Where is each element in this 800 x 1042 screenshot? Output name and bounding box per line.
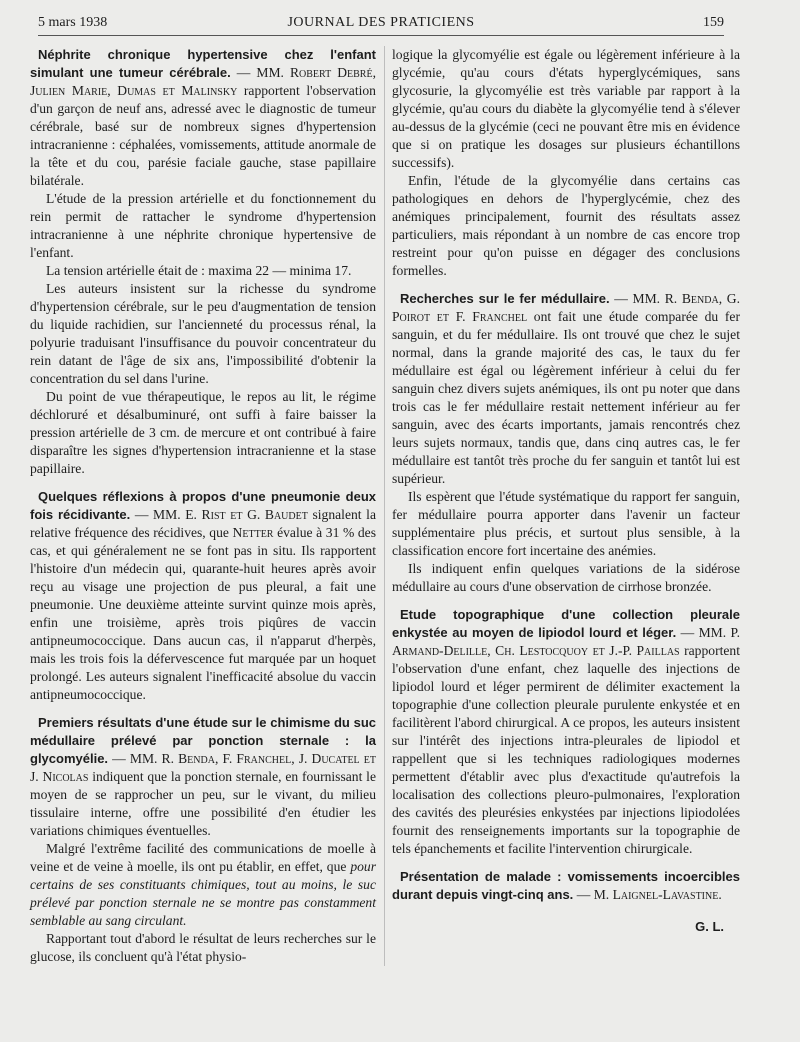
left-column [30, 46, 376, 966]
article-title: Etude topographique d'une collection pleurale enkystée au moyen de lipiodol lourd et léger. [392, 607, 740, 640]
paragraph [30, 840, 376, 930]
article-presentation-malade [392, 868, 740, 904]
paragraph-text: Malgré l'extrême facilité des communications de moelle à veine et de veine à moelle, ils ont pu établir, en effet, que [30, 841, 376, 874]
author-name: Netter [232, 525, 274, 540]
article-text: rapportent l'observation d'une enfant, chez laquelle des injections de lipiodol lourd et léger permirent de délimiter exactement la topographie d'une collection pleurale purulente enkystée et en facilitèrent l'abord chirurgical. A ce propos, les auteurs insistent sur l'intérêt des injections intra-pleurales de lipiodol et rappellent que si les techniques radiologiques modernes permettent d'établir avec plus d'exactitude qu'autrefois la localisation des collections pleuro-pulmonaires, l'exploration des cavités des pleurésies enkystées par injections lipiodolées fournit des renseignements importants sur la topographie de tels épanchements et facilite l'intervention chirurgicale. [392, 643, 740, 856]
article-title: Présentation de malade : vomissements incoercibles durant depuis vingt-cinq ans. [392, 869, 740, 902]
paragraph: Rapportant tout d'abord le résultat de leurs recherches sur le glucose, ils concluent qu'à l'état physio- [30, 931, 376, 964]
article-pneumonie [30, 488, 376, 704]
article-title: Premiers résultats d'une étude sur le chimisme du suc médullaire prélevé par ponction sternale : la glycomyélie. [30, 715, 376, 766]
article-nephrite [30, 46, 376, 190]
article-authors: — MM. R. Benda, F. Franchel, J. Ducatel et J. Nicolas [30, 751, 376, 784]
paragraph: Du point de vue thérapeutique, le repos au lit, le régime déchloruré et désalbuminuré, ont suffi à faire baisser la pression artérielle de 3 cm. de mercure et ont contribué à faire disparaître les signes d'hypertension intracranienne et la stase papillaire. [30, 389, 376, 476]
article-authors: — M. Laignel-Lavastine. [576, 887, 722, 902]
paragraph: Les auteurs insistent sur la richesse du syndrome d'hypertension cérébrale, sur le peu d'augmentation de tension du liquide rachidien, sur l'ancienneté du processus rénal, la polyurie traduisant l'insuffisance du pouvoir concentrateur du rein datant de l'âge de six ans, l'impossibilité d'obtenir la concentration du sel dans l'urine. [30, 281, 376, 386]
article-title: Quelques réflexions à propos d'une pneumonie deux fois récidivante. [30, 489, 376, 522]
italic-text: pour certains de ses constituants chimiques, tout au moins, le suc prélevé par ponction sternale ne se montre pas constamment semblable au sang circulant. [30, 859, 376, 928]
right-column [392, 46, 740, 936]
article-lipiodol [392, 606, 740, 858]
article-title: Néphrite chronique hypertensive chez l'enfant simulant une tumeur cérébrale. [30, 47, 376, 80]
article-glycomyelie [30, 714, 376, 840]
paragraph: Ils indiquent enfin quelques variations de la sidérose médullaire au cours d'une observation de cirrhose bronzée. [392, 561, 740, 594]
header-date: 5 mars 1938 [38, 15, 108, 30]
article-authors: — MM. P. Armand-Delille, Ch. Lestocquoy et J.-P. Paillas [392, 625, 740, 658]
paragraph: Enfin, l'étude de la glycomyélie dans certains cas pathologiques en dehors de l'hyperglycémie, chez des anémiques principalement, fournit des résultats assez particuliers, mais répondant à un nombre de cas encore trop restreint pour qu'on puisse en dégager des conclusions formelles. [392, 173, 740, 278]
article-title: Recherches sur le fer médullaire. [400, 291, 610, 306]
article-text: ont fait une étude comparée du fer sanguin, et du fer médullaire. Ils ont trouvé que chez le sujet normal, dans la grande majorité des cas, le taux du fer médullaire est égal ou légèrement inférieur à celui du fer sanguin chez divers sujets anémiques, ils ont pu noter que dans trois cas le fer médullaire restait nettement inférieur au fer sanguin, avec des écarts importants, jamais rencontrés chez leurs sujets normaux, tandis que, dans cinq autres cas, le fer médullaire est tantôt très proche du fer sanguin et tantôt lui est supérieur. [392, 309, 740, 486]
article-text: indiquent que la ponction sternale, en fournissant le moyen de se rapprocher un peu, sur le vivant, du milieu tissulaire interne, offre une possibilité d'en étudier les variations chimiques éventuelles. [30, 769, 376, 838]
header-page-number: 159 [703, 15, 724, 30]
paragraph-continued: logique la glycomyélie est égale ou légèrement inférieure à la glycémie, qu'au cours d'états hyperglycémiques, sans glycosurie, la glycomyélie est très variable par rapport à la glycémie, qu'au cours du diabète la glycomyélie tend à s'élever au-dessus de la glycémie (ceci ne pouvant être mis en évidence que si on pratique les dosages sur plusieurs échantillons successifs). [392, 47, 740, 170]
article-authors: — MM. R. Benda, G. Poirot et F. Franchel [392, 291, 740, 324]
article-text: évalue à 31 % des cas, et qui généralement ne se font pas in situ. Ils rapportent l'histoire d'un médecin qui, quarante-huit heures après avoir reçu au visage une projection de pus pleural, a fait une pneumonie. Une deuxième atteinte survint quinze mois après, enfin une troisième, après trois piqûres de vaccin antipneumococcique. Dans aucun cas, il n'apparut d'herpès, mais les trois fois la défervescence fut marquée par un hoquet prolongé. Les auteurs signalent l'inefficacité absolue du vaccin antipneumococcique. [30, 525, 377, 702]
page-header [38, 11, 724, 36]
header-journal-title: JOURNAL DES PRATICIENS [287, 15, 475, 30]
article-text: rapportent l'observation d'un garçon de neuf ans, adressé avec le diagnostic de tumeur cérébrale, basé sur de nombreux signes d'hypertension intracranienne : céphalées, vomissements, attitude anormale de la tête et du cou, parésie faciale gauche, stase papillaire bilatérale. [30, 83, 376, 188]
article-authors: — MM. E. Rist et G. Baudet [134, 507, 308, 522]
column-divider [384, 46, 385, 966]
paragraph: Ils espèrent que l'étude systématique du rapport fer sanguin, fer médullaire pourra apporter dans l'avenir un facteur supplémentaire plus précis, et surtout plus sensible, à la classification encore fort incertaine des anémies. [392, 489, 740, 558]
paragraph: L'étude de la pression artérielle et du fonctionnement du rein permit de rattacher le syndrome d'hypertension intracranienne à une néphrite chronique hypertensive de l'enfant. [30, 191, 376, 260]
article-authors: — MM. Robert Debré, Julien Marie, Dumas et Malinsky [30, 65, 376, 98]
article-fer-medullaire [392, 290, 740, 488]
article-text: signalent la relative fréquence des récidives, que [30, 507, 376, 540]
signature: G. L. [695, 919, 724, 934]
paragraph: La tension artérielle était de : maxima 22 — minima 17. [46, 263, 352, 278]
